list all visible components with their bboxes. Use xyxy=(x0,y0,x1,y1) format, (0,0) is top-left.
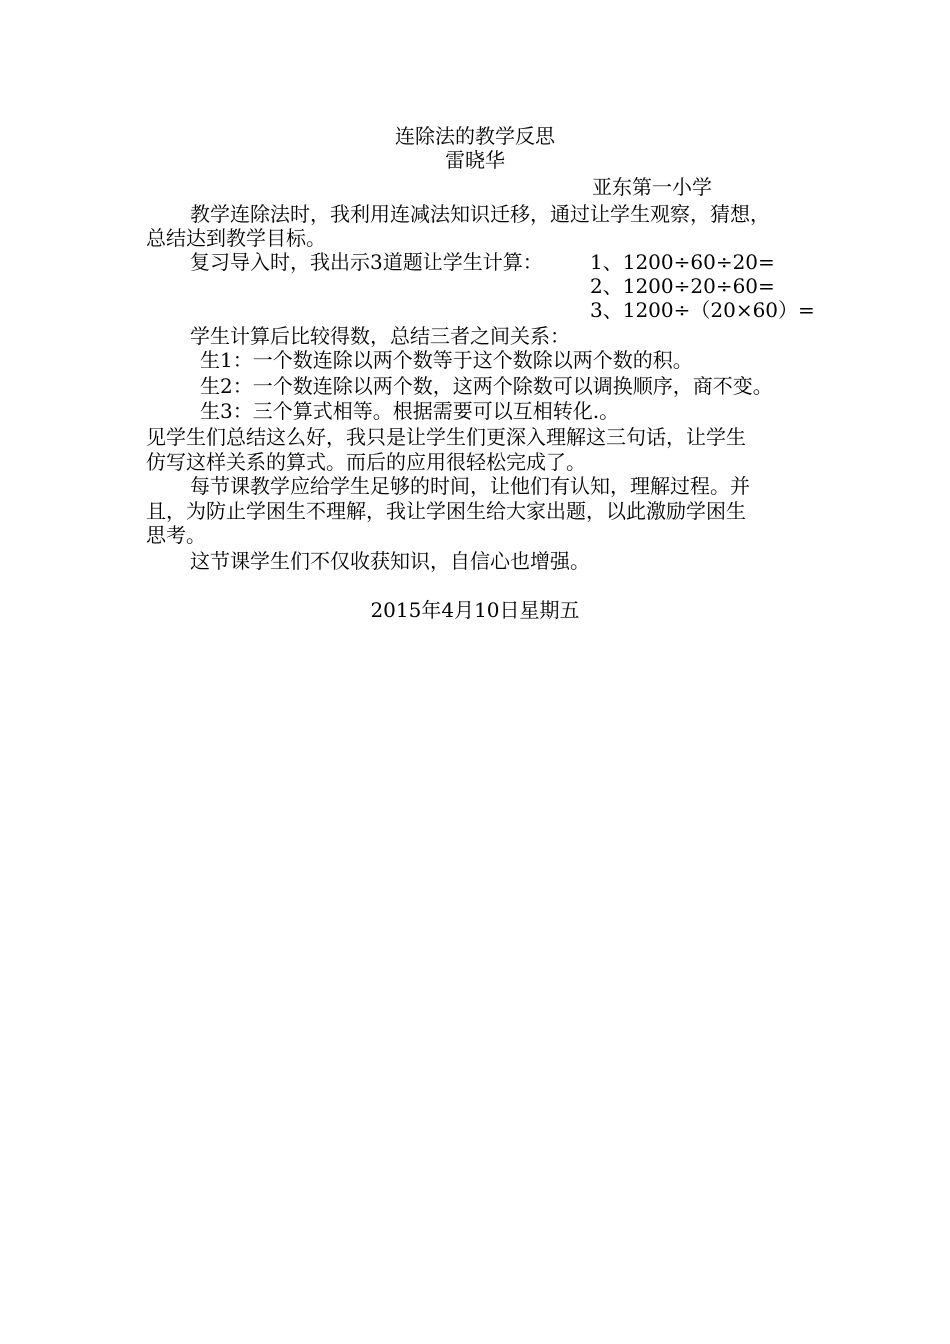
paragraph-4-line-1: 见学生们总结这么好，我只是让学生们更深入理解这三句话，让学生 xyxy=(146,425,746,449)
document-date: 2015年4月10日星期五 xyxy=(370,598,580,622)
document-title: 连除法的教学反思 xyxy=(395,124,555,148)
student-1-answer: 生1：一个数连除以两个数等于这个数除以两个数的积。 xyxy=(200,348,693,372)
paragraph-5-line-1: 每节课教学应给学生足够的时间，让他们有认知，理解过程。并 xyxy=(190,474,750,498)
problem-1: 1、1200÷60÷20= xyxy=(590,250,775,274)
paragraph-5-line-2: 且，为防止学困生不理解，我让学困生给大家出题，以此激励学困生 xyxy=(146,499,746,523)
paragraph-6: 这节课学生们不仅收获知识，自信心也增强。 xyxy=(190,549,590,573)
paragraph-5-line-3: 思考。 xyxy=(146,523,206,547)
problem-2: 2、1200÷20÷60= xyxy=(590,274,775,298)
author-name: 雷晓华 xyxy=(445,148,505,172)
problem-3: 3、1200÷（20×60）= xyxy=(590,298,815,322)
paragraph-3: 学生计算后比较得数，总结三者之间关系： xyxy=(190,324,570,348)
school-name: 亚东第一小学 xyxy=(592,175,712,199)
paragraph-1-line-1: 教学连除法时，我利用连减法知识迁移，通过让学生观察，猜想， xyxy=(190,202,770,226)
student-2-answer: 生2：一个数连除以两个数，这两个除数可以调换顺序，商不变。 xyxy=(200,374,773,398)
paragraph-1-line-2: 总结达到教学目标。 xyxy=(146,226,326,250)
paragraph-2-intro: 复习导入时，我出示3道题让学生计算： xyxy=(190,250,543,274)
student-3-answer: 生3：三个算式相等。根据需要可以互相转化.。 xyxy=(200,399,620,423)
paragraph-4-line-2: 仿写这样关系的算式。而后的应用很轻松完成了。 xyxy=(146,450,586,474)
